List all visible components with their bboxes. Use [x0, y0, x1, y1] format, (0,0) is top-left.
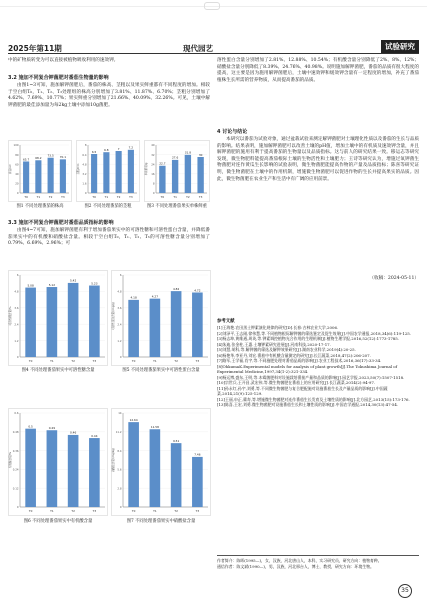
data-label: 4.72 [194, 288, 201, 293]
category-badge: 试验研究 [381, 40, 419, 53]
reference-item: [4]朱迪,张金柱,王惠.土壤钾素研究进展[J].河南科技,2020-17-17. [217, 341, 331, 347]
bar [185, 155, 191, 193]
page-header [0, 0, 427, 50]
x-tick-label: T2 [174, 359, 178, 363]
y-tick-label: 0 [16, 192, 19, 196]
y-tick-label: 0.36 [12, 449, 19, 453]
bar [68, 435, 79, 507]
y-tick-label: 4.8 [14, 290, 19, 294]
data-label: 6.5 [91, 149, 97, 154]
bar [91, 154, 97, 193]
y-tick-label: 4.8 [117, 290, 122, 294]
fig6-chart [8, 408, 108, 516]
y-axis-label: 有机酸含量/% [9, 451, 12, 469]
y-axis-label: 可溶性蛋白含量/(mg/g) [112, 302, 115, 330]
y-tick-label: 6 [119, 274, 122, 278]
data-label: 7.46 [194, 452, 201, 457]
y-axis-label: 可溶性糖含量/% [9, 306, 12, 326]
x-tick-label: T3 [198, 195, 203, 199]
x-tick-label: T3 [129, 195, 133, 199]
bar [192, 292, 203, 357]
fig7-chart [111, 408, 211, 516]
bar [60, 159, 66, 193]
reference-item: [13]陈喜,王宏,刘勇.微生物菌肥对设施番茄生长和土壤性质的影响[J].中国农学通报,2014,30(13):47-54. [217, 402, 399, 407]
reference-item: [7]路军,王学福,肖宇,等.不同施肥处理对番茄品质的影响[J].农业工程技术,2016,36(17):33-34. [217, 358, 382, 363]
y-tick-label: 16 [151, 173, 155, 176]
y-tick-label: 3.6 [14, 307, 19, 310]
reference-item: [1]王海艳.农田黑土钾素演化规律的研究[D].长春:吉林农业大学,2006. [217, 325, 339, 330]
y-tick-label: 8 [152, 182, 155, 186]
journal-name: 现代园艺 [183, 44, 213, 53]
y-tick-label: 0 [16, 506, 19, 510]
fig2-chart [76, 140, 140, 202]
y-tick-label: 80 [15, 153, 19, 157]
y-tick-label: 1.2 [14, 339, 19, 343]
y-tick-label: 20 [15, 182, 19, 186]
bar [192, 457, 203, 507]
reference-item: [10]宗世兵,王开昌,武宏伟,等.微生物菌肥在番茄上的应用研究[J].长江蔬菜,2014(2):94-97. [217, 380, 376, 385]
reference-item: [8]OhkumaK.Experimental models for analysis of plant growth[J].The Tokushima Journal of Experimental Medicine,1997,34(1-2):321-334. [217, 363, 398, 374]
data-label: 9.51 [173, 438, 180, 443]
bar [89, 438, 100, 507]
page-number: 35 [398, 584, 412, 598]
y-tick-label: 4.8 [82, 163, 87, 167]
data-label: 30 [198, 152, 203, 157]
y-tick-label: 0 [119, 356, 122, 360]
y-tick-label: 0.24 [12, 468, 19, 472]
reference-item: [5]刘慧,胡科,等.解钾菌的筛选及解钾效果研究[J].湖南农业科学,2019(4):20-25. [217, 347, 356, 352]
data-label: 4.27 [151, 294, 158, 299]
data-label: 0.49 [48, 426, 55, 431]
y-tick-label: 24 [151, 163, 155, 167]
x-tick-label: T3 [92, 509, 97, 513]
x-tick-label: T3 [195, 509, 200, 513]
data-label: 5.12 [48, 282, 55, 287]
data-label: 7.2 [128, 145, 134, 150]
bar [171, 443, 182, 507]
bar [128, 300, 139, 357]
x-tick-label: T0 [24, 195, 28, 199]
data-label: 0.44 [91, 433, 98, 438]
section-3-3-heading: 3.3 施加不同复合钾菌肥对番茄品质指标的影响 [8, 220, 114, 226]
x-tick-label: T2 [186, 195, 190, 199]
fig1-caption: 图1 不同处理番茄的株高 [16, 204, 64, 209]
author-note: 作者简介：陈晖(1995—)，女，汉族，河北唐山人，本科，实习研究员，研究方向：植物育种。 [217, 558, 382, 563]
fig5-chart [111, 270, 211, 366]
fig7-caption: 图7 不同处理番茄果实中硝酸盐含量 [126, 519, 196, 524]
x-tick-label: T1 [50, 509, 54, 513]
reference-item: [12]王丽,申正,冀寿,等.增施微生物菌肥对连作番茄生长发育及土壤性质的影响[J].北方园艺,2013(15):173-176. [217, 396, 410, 402]
bar [47, 430, 58, 507]
bar [159, 166, 165, 193]
data-label: 65.7 [23, 157, 30, 162]
reference-item: [6]杨艳华,李亚丹,刘宏.番茄中有机酸含量测定的研究[J].长江蔬菜,2018,47(2):206-207. [217, 352, 371, 358]
bar [25, 429, 36, 507]
x-tick-label: T0 [28, 509, 33, 513]
y-tick-label: 8 [84, 144, 87, 148]
y-tick-label: 2.4 [14, 323, 19, 327]
fig1-chart [8, 140, 72, 202]
bar [150, 429, 161, 507]
x-tick-label: T3 [195, 359, 200, 363]
y-tick-label: 0 [16, 356, 19, 360]
y-tick-label: 3.2 [82, 173, 87, 176]
data-label: 4.18 [130, 295, 137, 300]
header-rule [8, 53, 419, 54]
bar [48, 158, 54, 193]
bar [68, 283, 79, 357]
x-tick-label: T1 [153, 509, 157, 513]
section-4-paragraph: 本研究以番茄为试验对象，通过盆栽试验来测定解钾菌肥对土壤理化性质以及番茄的生长与品质的影响。结果表明，施加解钾菌肥可以改善土壤的pH值，增加土壤中的有机质及速效钾含量，并且解钾菌肥的施用有利于提高番茄的生物量以及品质指标。这与前人的研究结果一致。移运志等研究发现，微生物肥料能提高番茄根际土壤的生物活性和土壤肥力；王诗等研究认为，增施过氧钾菌生物菌肥对连作黄瓜生长影响的试验表明，微生物菌肥能提高作物的产量及品质指标；陈喜等研究证明，微生物菌肥在土壤中的作用机制，增施微生物菌肥可以促进作物的生长并提高果实的品质。因此，微生物菌肥在农业生产和生活中有广阔的应用前景。 [217, 137, 419, 182]
bar [128, 150, 134, 193]
x-tick-label: T2 [174, 509, 178, 513]
y-tick-label: 0.12 [12, 487, 19, 491]
x-tick-label: T0 [131, 509, 136, 513]
bar [89, 286, 100, 357]
issue-label: 2025年第11期 [8, 44, 62, 53]
y-tick-label: 8.4 [117, 449, 122, 453]
data-label: 11.58 [150, 425, 159, 430]
binding-mark [204, 2, 220, 10]
x-tick-label: T1 [36, 195, 41, 199]
y-tick-label: 0 [84, 192, 87, 196]
y-tick-label: 40 [151, 144, 155, 148]
y-tick-label: 0.48 [12, 431, 19, 434]
data-label: 4.82 [173, 286, 180, 291]
y-tick-label: 0 [119, 506, 122, 510]
data-label: 0.5 [28, 424, 33, 429]
fig3-chart [144, 140, 210, 202]
y-tick-label: 1.2 [117, 339, 122, 343]
fig3-caption: 图3 不同处理番茄果实单株鲜重 [147, 204, 207, 209]
y-tick-label: 2.4 [117, 323, 122, 327]
y-tick-label: 2.8 [117, 487, 122, 491]
fig2-caption: 图2 不同处理番茄的茎粗 [84, 204, 132, 209]
intro-paragraph: 中的矿物质转变为可以直接被植物吸收利用的速效钾。 [8, 58, 119, 63]
y-axis-label: 株高/cm [9, 163, 12, 175]
section-4-heading: 4 讨论与结论 [217, 129, 248, 135]
y-axis-label: 硝酸盐含量/(mg/kg) [112, 447, 115, 473]
data-label: 6.8 [104, 148, 109, 152]
bar [150, 299, 161, 357]
references-heading: 参考文献 [217, 319, 235, 324]
x-tick-label: T2 [71, 509, 75, 513]
y-tick-label: 5.6 [117, 468, 122, 472]
x-tick-label: T0 [28, 359, 33, 363]
y-tick-label: 0.6 [14, 412, 19, 416]
x-tick-label: T1 [153, 359, 157, 363]
bar [172, 160, 178, 193]
x-tick-label: T3 [61, 195, 65, 199]
reference-item: [9]杨运博,盛东,王明,等.木霉菌肥料对设施栽培番茄产量和品质的影响[J].园艺学报,2023,50(7):1507-1518. [217, 374, 405, 380]
x-tick-label: T3 [92, 359, 97, 363]
references-list [217, 325, 419, 408]
data-label: 31.8 [184, 150, 191, 155]
data-label: 70.1 [59, 155, 66, 160]
data-label: 5.23 [91, 281, 98, 286]
bar [23, 161, 29, 193]
section-3-2-heading: 3.2 施加不同复合钾菌肥对番茄生物量的影响 [8, 75, 109, 81]
data-label: 27.6 [172, 155, 179, 160]
y-tick-label: 11.2 [115, 431, 122, 434]
x-tick-label: T0 [92, 195, 96, 199]
x-tick-label: T1 [50, 359, 54, 363]
corresponding-note: 通信作者：陈文斌(1990—)，男，汉族，河北邢台人，博士，教授，研究方向：环境生物。 [217, 563, 374, 569]
fig4-chart [8, 270, 108, 366]
x-tick-label: T1 [173, 195, 177, 199]
bar [103, 152, 109, 193]
x-tick-label: T2 [48, 195, 53, 199]
bar [25, 288, 36, 357]
y-tick-label: 60 [15, 163, 19, 167]
x-tick-label: T0 [131, 359, 136, 363]
bar [116, 151, 122, 193]
y-tick-label: 0 [152, 192, 155, 196]
data-label: 73.5 [47, 153, 54, 158]
results-continued-paragraph: 溶性蛋白含量分别增加了2.81%、12.88%、10.54%；有机酸含量分别降低了2%、8%、12%；硝酸盐含量分别降低了8.39%、24.76%、40.98%。说明施加解钾菌肥，番茄的品质有很大程度的提高，这主要是因为施用解钾菌肥后，土壤中速效钾和缓效钾含量有一定程度的增加，补充了番茄植株生长所需的营养物质，从而提高番茄的品质。 [217, 58, 419, 83]
x-tick-label: T2 [116, 195, 121, 199]
fig4-caption: 图4 不同处理番茄果实中可溶性糖含量 [21, 368, 95, 373]
y-tick-label: 3.6 [117, 307, 122, 310]
reference-item: [2]刘泽平,王志刚,徐伟慧,等.不同植物根际解钾菌的筛选鉴定及促生效果[J].中国农学通报,2018,34(6):119-125. [217, 330, 412, 336]
data-label: 7 [117, 146, 120, 151]
y-axis-label: 单株鲜重/g [145, 162, 148, 176]
data-label: 12.64 [129, 417, 138, 422]
y-tick-label: 32 [151, 153, 155, 157]
reference-item: [3]杨志坤,黄维通,周英,等.钾素调控植物光合作用的生理机制[J].植物生理学报,2016,52(12):1773-1785. [217, 336, 399, 341]
fig6-caption: 图6 不同处理番茄果实中有机酸含量 [23, 519, 93, 524]
reference-item: [11]孙永红,孙宇,刘勇,等.不同微生物菌肥与复合肥配施对设施番茄生长及产量品质的影响[J].中国蔬菜,2014,21(9):125-129. [217, 385, 388, 396]
footnote-rule [217, 555, 419, 556]
bar [171, 291, 182, 357]
fig5-caption: 图5 不同处理番茄果实中可溶性蛋白含量 [122, 368, 200, 373]
bar [128, 422, 139, 507]
y-tick-label: 14 [118, 412, 122, 416]
bar [197, 157, 203, 193]
bar [35, 160, 41, 193]
data-label: 68.2 [35, 156, 42, 161]
section-3-2-paragraph: 由图1~3可知，施加解钾菌肥后，番茄的株高、茎粗以及果实鲜重都有不同程度的增加。相较于空白组T₀，T₁、T₂、T₃处理组的株高分别增加了3.81%、11.87%、6.70%；茎粗分别增加了4.62%、7.69%、10.77%；果实鲜重分别增加了21.66%、40.09%、32.26%。可见，土壤中解钾菌肥的最佳添加量为每2kg土壤中添加10g菌肥。 [8, 83, 210, 108]
data-label: 0.46 [70, 430, 77, 435]
y-axis-label: 茎粗/mm [77, 163, 80, 175]
data-label: 5.08 [27, 283, 34, 288]
y-tick-label: 1.6 [82, 182, 87, 186]
y-tick-label: 100 [13, 144, 19, 148]
received-date: （收稿：2024-05-11） [369, 276, 419, 281]
x-tick-label: T0 [160, 195, 165, 199]
section-3-3-paragraph: 由图4~7可知，施加解钾菌肥有利于增加番茄果实中的可溶性糖和可溶性蛋白含量，并降低番茄果实中的有机酸和硝酸盐含量。相较于空白组T₀，T₁、T₂、T₃的可溶性糖含量分别增加了0.79%、6.69%、2.96%；可 [8, 228, 210, 247]
data-label: 5.42 [70, 278, 77, 283]
y-tick-label: 6 [16, 274, 19, 278]
footnote [217, 558, 419, 569]
y-tick-label: 40 [15, 173, 19, 176]
bar [47, 287, 58, 357]
data-label: 22.7 [159, 161, 166, 166]
x-tick-label: T1 [104, 195, 109, 199]
y-tick-label: 6.4 [82, 153, 87, 157]
x-tick-label: T2 [71, 359, 75, 363]
